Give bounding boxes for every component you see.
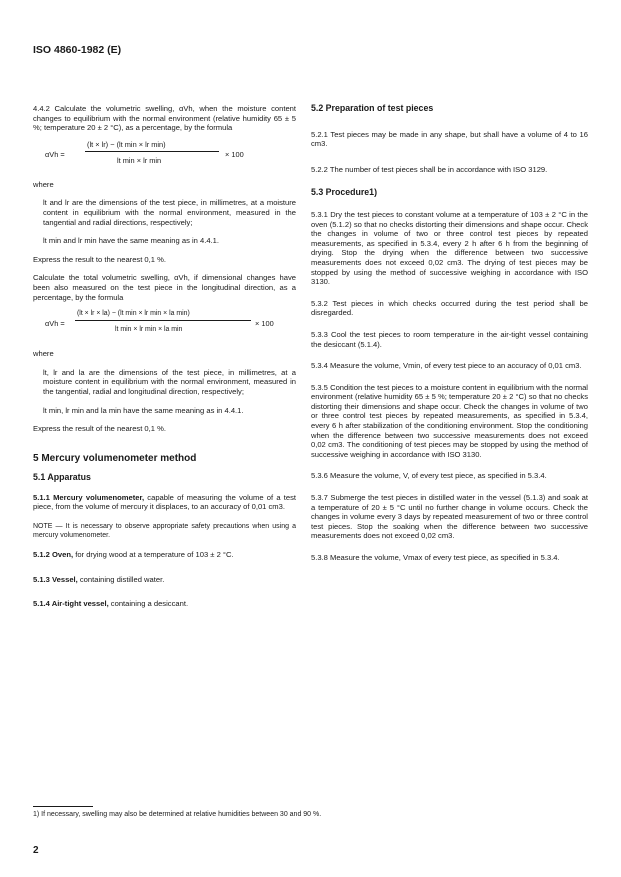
clause-5-2-2: 5.2.2 The number of test pieces shall be in accordance with ISO 3129. <box>311 164 548 174</box>
clause-5-3-4: 5.3.4 Measure the volume, Vmin, of every test piece to an accuracy of 0,01 cm3. <box>311 361 582 371</box>
express-2: Express the result of the nearest 0,1 %. <box>33 424 166 434</box>
where-1: where <box>33 179 54 189</box>
express-1: Express the result to the nearest 0,1 %. <box>33 254 166 264</box>
section-5-3-title: 5.3 Procedure1) <box>311 187 378 198</box>
formula-1-lhs: αVh = <box>45 149 65 159</box>
definition-2a: lt, lr and la are the dimensions of the test piece, in millimetres, at a moisture content in equilibrium with the normal environment, measured in the tangential, radial and longitudinal direction, respectively; <box>43 367 296 396</box>
clause-5-3-2: 5.3.2 Test pieces in which checks occurred during the test period shall be disregarded. <box>311 298 588 318</box>
clause-5-1-3-body: containing distilled water. <box>77 574 165 584</box>
clause-5-1-2-title: 5.1.2 Oven, <box>33 550 74 560</box>
clause-5-1-1-body: capable of measuring the volume of a test piece, from the volume of mercury it displaces, to an accuracy of 0,01 cm3. <box>33 492 296 512</box>
clause-5-1-3-title: 5.1.3 Vessel, <box>33 574 78 584</box>
formula-2-fraction-bar <box>75 320 251 321</box>
clause-5-1-4-body: containing a desiccant. <box>108 599 189 609</box>
clause-5-1-1 <box>33 493 296 512</box>
clause-4-4-2: 4.4.2 Calculate the volumetric swelling, αVh, when the moisture content changes to equilibrium with the normal environment (relative humidity 65 ± 5 %; temperature 20 ± 2 °C), as a percentage, by the formula <box>33 104 296 133</box>
note-safety: NOTE — It is necessary to observe appropriate safety precautions when using a mercury volumenometer. <box>33 523 296 540</box>
formula-2-lhs: αVh = <box>45 319 65 329</box>
formula-1-multiplier: × 100 <box>225 149 244 159</box>
definition-2b: lt min, lr min and la min have the same meaning as in 4.4.1. <box>43 405 244 415</box>
formula-1-fraction-bar <box>85 151 219 152</box>
clause-5-1-1-title: 5.1.1 Mercury volumenometer, <box>33 492 145 502</box>
definition-1b: lt min and lr min have the same meaning as in 4.4.1. <box>43 236 220 246</box>
formula-2-numerator: (lt × lr × la) − (lt min × lr min × la min) <box>77 310 190 318</box>
clause-5-1-2 <box>33 550 296 560</box>
formula-2 <box>33 308 296 340</box>
clause-5-1-4 <box>33 599 296 609</box>
where-2: where <box>33 349 54 359</box>
clause-5-1-4-title: 5.1.4 Air-tight vessel, <box>33 599 109 609</box>
section-5-title: 5 Mercury volumenometer method <box>33 452 197 464</box>
section-5-1-title: 5.1 Apparatus <box>33 472 91 483</box>
document-header: ISO 4860-1982 (E) <box>33 44 122 56</box>
clause-5-3-3: 5.3.3 Cool the test pieces to room temperature in the air-tight vessel containing the desiccant (5.1.4). <box>311 329 588 349</box>
clause-5-3-7: 5.3.7 Submerge the test pieces in distilled water in the vessel (5.1.3) and soak at a temperature of 20 ± 5 °C until no further change in volume occurs. Check the changes in volume every 3 days by repeated measurement of two or three control test pieces. Stop the soaking when the difference between two successive measurements does not exceed 0,02 cm3. <box>311 493 588 541</box>
right-column <box>311 104 588 563</box>
clause-5-2-1: 5.2.1 Test pieces may be made in any shape, but shall have a volume of 4 to 16 cm3. <box>311 129 588 149</box>
formula-2-multiplier: × 100 <box>255 319 274 329</box>
section-5-2-title: 5.2 Preparation of test pieces <box>311 103 434 113</box>
definition-1a: lt and lr are the dimensions of the test piece, in millimetres, at a moisture content in equilibrium with the normal environment, measured in the tangential and radial directions, respectively; <box>43 198 296 227</box>
clause-5-3-5: 5.3.5 Condition the test pieces to a moisture content in equilibrium with the normal environment (relative humidity 65 ± 5 %; temperature 20 ± 2 °C) so that no checks distorting their dimensions and shape occur. Check the changes in volume of two or three control test pieces by repeated measurements, as specified in 5.3.4, every 6 h after stabilization of the conditioning environment. Stop the conditioning when the difference between two successive measurements does not exceed 0,02 cm3. The conditioning of test pieces may be stopped by using the method of successive weighing in accordance with ISO 3130. <box>311 382 588 459</box>
footnote: 1) If necessary, swelling may also be determined at relative humidities between 30 and 90 %. <box>33 811 322 818</box>
page-number: 2 <box>33 845 39 856</box>
calc-total: Calculate the total volumetric swelling, αVh, if dimensional changes have been also measured on the test piece in the longitudinal direction, as a percentage, by the formula <box>33 273 296 302</box>
clause-5-1-2-body: for drying wood at a temperature of 103 ± 2 °C. <box>73 550 234 560</box>
clause-5-1-3 <box>33 575 296 585</box>
clause-5-3-6: 5.3.6 Measure the volume, V, of every test piece, as specified in 5.3.4. <box>311 471 547 481</box>
clause-5-3-1: 5.3.1 Dry the test pieces to constant volume at a temperature of 103 ± 2 °C in the oven (5.1.2) so that no checks distorting their dimensions and shape occur. Check the changes in volume of two or three control test pieces by repeated measurements, as specified in 5.3.4, every 2 h after 6 h from the beginning of drying. Stop the drying when the difference between two successive measurements does not exceed 0,02 cm3. The drying of test pieces may be stopped by using the method of successive weighing in accordance with ISO 3130. <box>311 209 588 287</box>
formula-1-numerator: (lt × lr) − (lt min × lr min) <box>87 139 166 149</box>
clause-5-3-8: 5.3.8 Measure the volume, Vmax of every test piece, as specified in 5.3.4. <box>311 553 560 562</box>
formula-2-denominator: lt min × lr min × la min <box>115 326 183 334</box>
left-column <box>33 104 296 609</box>
formula-1-denominator: lt min × lr min <box>117 155 162 165</box>
footnote-rule <box>33 806 93 807</box>
formula-1 <box>33 139 296 171</box>
